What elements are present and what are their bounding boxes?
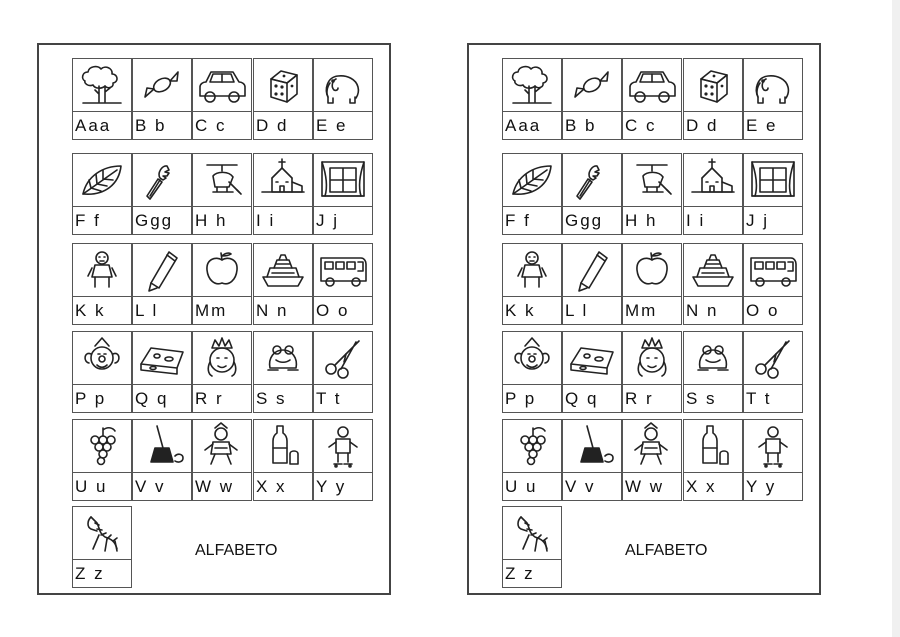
helicopter-icon (193, 154, 251, 207)
apple-icon (623, 244, 681, 297)
scissors-icon (314, 332, 372, 385)
grapes-icon (503, 420, 561, 473)
letter-label: Q q (135, 389, 169, 408)
letter-card (132, 153, 192, 235)
letter-card (683, 153, 743, 235)
car-icon (623, 59, 681, 112)
alphabet-sheet-left (37, 43, 391, 595)
church-icon (254, 154, 312, 207)
letter-card (502, 58, 562, 140)
boy-icon (503, 244, 561, 297)
letter-card (192, 243, 252, 325)
letter-label: W w (195, 477, 235, 496)
letter-card (192, 58, 252, 140)
letter-label: I i (256, 211, 276, 230)
letter-card (313, 419, 373, 501)
church-icon (684, 154, 742, 207)
letter-card (313, 331, 373, 413)
letter-card (683, 243, 743, 325)
zebra-icon (503, 507, 561, 560)
letter-label: Mm (625, 301, 658, 320)
bus-icon (314, 244, 372, 297)
letter-card (253, 243, 313, 325)
letter-label: L l (565, 301, 589, 320)
car-icon (193, 59, 251, 112)
cheese-icon (133, 332, 191, 385)
alphabet-row (502, 58, 804, 140)
letter-label: H h (195, 211, 228, 230)
letter-card (132, 58, 192, 140)
letter-card (502, 243, 562, 325)
letter-card (253, 419, 313, 501)
letter-label: K k (505, 301, 536, 320)
letter-card (253, 58, 313, 140)
letter-card (502, 419, 562, 501)
letter-card (562, 58, 622, 140)
letter-label: Mm (195, 301, 228, 320)
fork-icon (563, 154, 621, 207)
letter-card (192, 153, 252, 235)
letter-card (743, 331, 803, 413)
letter-label: Y y (316, 477, 347, 496)
pencil-icon (563, 244, 621, 297)
letter-card (72, 419, 132, 501)
alphabet-row (72, 153, 374, 235)
candy-icon (133, 59, 191, 112)
bus-icon (744, 244, 802, 297)
letter-label: J j (316, 211, 339, 230)
letter-card (313, 243, 373, 325)
clown-icon (73, 332, 131, 385)
letter-card (562, 331, 622, 413)
letter-card (253, 331, 313, 413)
letter-card (72, 243, 132, 325)
letter-card (683, 419, 743, 501)
letter-label: I i (686, 211, 706, 230)
scan-edge (892, 0, 900, 637)
letter-label: T t (316, 389, 342, 408)
letter-card (192, 331, 252, 413)
dice-icon (684, 59, 742, 112)
queen-icon (623, 332, 681, 385)
letter-card (622, 58, 682, 140)
elephant-icon (314, 59, 372, 112)
letter-label: D d (686, 116, 719, 135)
tree-icon (73, 59, 131, 112)
letter-label: B b (565, 116, 597, 135)
zebra-icon (73, 507, 131, 560)
alphabet-title-right: ALFABETO (625, 542, 708, 559)
alphabet-row (502, 331, 804, 413)
letter-label: Ggg (565, 211, 604, 230)
letter-label: C c (195, 116, 227, 135)
letter-label: V v (135, 477, 166, 496)
skater-icon (314, 420, 372, 473)
letter-label: V v (565, 477, 596, 496)
letter-label: P p (75, 389, 107, 408)
letter-card (743, 58, 803, 140)
letter-label: C c (625, 116, 657, 135)
clown-child-icon (623, 420, 681, 473)
letter-label: O o (746, 301, 780, 320)
alphabet-row (72, 58, 374, 140)
letter-label: Z z (505, 564, 535, 583)
letter-label: N n (256, 301, 289, 320)
elephant-icon (744, 59, 802, 112)
letter-label: Z z (75, 564, 105, 583)
alphabet-row (72, 243, 374, 325)
alphabet-row (72, 419, 374, 501)
grapes-icon (73, 420, 131, 473)
letter-label: H h (625, 211, 658, 230)
letter-label: K k (75, 301, 106, 320)
letter-label: X x (256, 477, 287, 496)
letter-label: D d (256, 116, 289, 135)
letter-card (502, 331, 562, 413)
letter-card (743, 153, 803, 235)
window-icon (744, 154, 802, 207)
letter-card (562, 419, 622, 501)
letter-label: E e (316, 116, 348, 135)
letter-label: S s (686, 389, 717, 408)
letter-card (743, 419, 803, 501)
letter-label: E e (746, 116, 778, 135)
letter-card (562, 153, 622, 235)
candy-icon (563, 59, 621, 112)
letter-label: J j (746, 211, 769, 230)
ship-icon (684, 244, 742, 297)
letter-label: R r (625, 389, 654, 408)
leaf-icon (503, 154, 561, 207)
letter-label: U u (505, 477, 538, 496)
letter-label: F f (505, 211, 531, 230)
letter-card (313, 58, 373, 140)
window-icon (314, 154, 372, 207)
letter-label: Aaa (505, 116, 542, 135)
letter-card (683, 58, 743, 140)
broom-icon (133, 420, 191, 473)
fork-icon (133, 154, 191, 207)
letter-label: P p (505, 389, 537, 408)
bottle-icon (684, 420, 742, 473)
letter-card (622, 153, 682, 235)
apple-icon (193, 244, 251, 297)
bottle-icon (254, 420, 312, 473)
letter-label: Q q (565, 389, 599, 408)
letter-card (622, 419, 682, 501)
pencil-icon (133, 244, 191, 297)
letter-label: W w (625, 477, 665, 496)
clown-icon (503, 332, 561, 385)
letter-label: X x (686, 477, 717, 496)
letter-card (562, 243, 622, 325)
letter-card (132, 419, 192, 501)
broom-icon (563, 420, 621, 473)
letter-label: Ggg (135, 211, 174, 230)
clown-child-icon (193, 420, 251, 473)
letter-label: F f (75, 211, 101, 230)
ship-icon (254, 244, 312, 297)
alphabet-row (72, 331, 374, 413)
letter-card (622, 331, 682, 413)
queen-icon (193, 332, 251, 385)
letter-label: S s (256, 389, 287, 408)
tree-icon (503, 59, 561, 112)
letter-card (132, 331, 192, 413)
letter-label: T t (746, 389, 772, 408)
alphabet-row (502, 419, 804, 501)
letter-card (72, 153, 132, 235)
leaf-icon (73, 154, 131, 207)
letter-label: N n (686, 301, 719, 320)
letter-card (683, 331, 743, 413)
skater-icon (744, 420, 802, 473)
letter-card (502, 506, 562, 588)
letter-card (132, 243, 192, 325)
letter-card (253, 153, 313, 235)
letter-label: O o (316, 301, 350, 320)
helicopter-icon (623, 154, 681, 207)
boy-icon (73, 244, 131, 297)
letter-label: B b (135, 116, 167, 135)
letter-card (502, 153, 562, 235)
frog-icon (254, 332, 312, 385)
alphabet-row (502, 243, 804, 325)
letter-card (192, 419, 252, 501)
letter-label: Y y (746, 477, 777, 496)
letter-card (743, 243, 803, 325)
letter-label: R r (195, 389, 224, 408)
letter-label: Aaa (75, 116, 112, 135)
alphabet-row (502, 153, 804, 235)
alphabet-sheet-right (467, 43, 821, 595)
letter-label: L l (135, 301, 159, 320)
letter-label: U u (75, 477, 108, 496)
scissors-icon (744, 332, 802, 385)
dice-icon (254, 59, 312, 112)
letter-card (72, 58, 132, 140)
cheese-icon (563, 332, 621, 385)
alphabet-title-left: ALFABETO (195, 542, 278, 559)
frog-icon (684, 332, 742, 385)
letter-card (72, 506, 132, 588)
letter-card (622, 243, 682, 325)
letter-card (313, 153, 373, 235)
letter-card (72, 331, 132, 413)
